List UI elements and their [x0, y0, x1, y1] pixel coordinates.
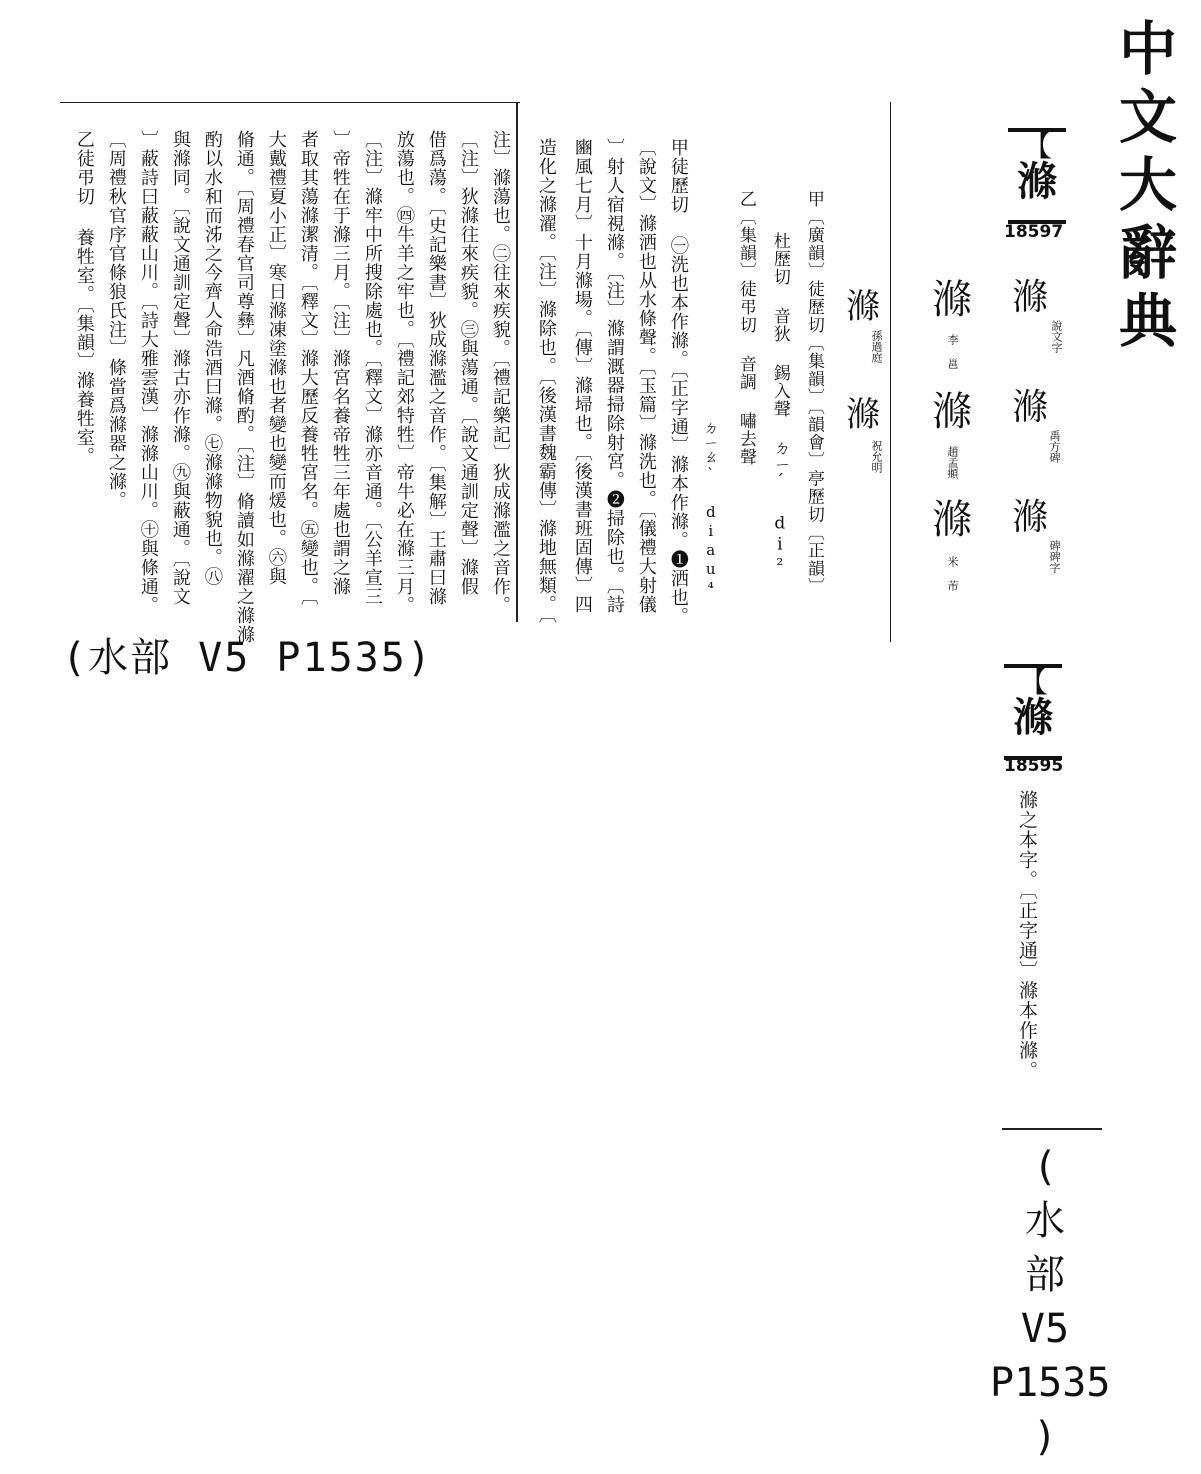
form-caption: 祝允明 [870, 440, 883, 473]
definition-column: 借爲蕩。〔史記樂書〕狄成滌濫之音作。〔集解〕王肅曰滌 [425, 130, 447, 606]
definition-column: 豳風七月〕十月滌場。〔傳〕滌埽也。〔後漢書班固傳〕四 [571, 138, 593, 614]
handwritten-note: (水部 V5 P1535) [62, 635, 433, 681]
form-glyph: 滌 [932, 277, 972, 323]
form-caption: 孫過庭 [870, 330, 883, 363]
reading-line: 甲〔廣韻〕徒歷切〔集韻〕〔韻會〕亭歷切〔正韻〕 [803, 190, 824, 596]
definition-column: 〕帝牲在于滌三月。〔注〕滌宮名養帝牲三年處也謂之滌 [329, 130, 351, 596]
definition-column: 造化之滌濯。〔注〕滌除也。〔後漢書魏霸傳〕滌地無類。〔 [535, 138, 557, 624]
definition-column: 者取其蕩滌潔清。〔釋文〕滌大歷反養牲宮名。㊄變也。〔 [297, 130, 319, 606]
definition-column: 甲徒歷切 ㊀洗也本作滌。〔正字通〕滌本作滌。❶洒也。 [667, 138, 689, 626]
entry-headword: 滌 [1017, 158, 1057, 205]
definition-column: 〕射人宿視滌。〔注〕滌謂溉器掃除射宮。❷掃除也。〔詩 [603, 138, 625, 614]
form-caption: 米 芾 [946, 556, 959, 591]
form-caption: 趙孟頫 [946, 446, 959, 479]
definition-column: 放蕩也。㊃牛羊之牢也。〔禮記郊特牲〕帝牛必在滌三月。 [393, 130, 415, 615]
definition-column: 脩通。〔周禮春官司尊彝〕凡酒脩酌。〔注〕脩讀如滌濯之滌滌 [233, 130, 255, 644]
entry-number: 18597 [1004, 222, 1064, 242]
form-glyph: 滌 [1012, 277, 1049, 318]
note-rule [1002, 1128, 1102, 1130]
slip-edge [60, 102, 520, 103]
note-line: P1535 [990, 1360, 1111, 1406]
definition-column: 〕蔽詩曰蔽蔽山川。〔詩大雅雲漢〕滌滌山川。㊉與條通。 [137, 130, 159, 615]
book-title: 中文大辭典 [1109, 18, 1177, 358]
form-glyph: 滌 [846, 395, 880, 435]
form-caption: 禹方碑 [1048, 430, 1061, 463]
form-caption: 碑碑字 [1048, 540, 1061, 573]
form-glyph: 滌 [932, 497, 972, 543]
note-line: ) [1032, 1414, 1058, 1460]
slip-edge [890, 102, 891, 642]
definition-column: 與滌同。〔說文通訓定聲〕滌古亦作滌。㊈與蔽通。〔說文 [169, 130, 191, 606]
handwritten-note-right [990, 1140, 1111, 1464]
definition-column: 〔周禮秋官序官條狼氏注〕條當爲滌器之滌。 [105, 130, 127, 510]
entry2-number: 18595 [1004, 756, 1064, 776]
entry-headword-box [1008, 128, 1066, 224]
definition-column: 〔注〕滌牢中所搜除處也。〔釋文〕滌亦音通。〔公羊宣三 [361, 130, 383, 606]
form-glyph: 滌 [846, 287, 880, 327]
form-caption: 李 邕 [946, 334, 959, 369]
definition-column: 大戴禮夏小正〕寒日滌凍塗滌也者變也變而煖也。㊅與 [265, 130, 287, 586]
entry2-headword: 滌 [1013, 694, 1053, 741]
form-caption: 說文字 [1050, 320, 1063, 353]
definition-column: 〔注〕狄滌往來疾貌。㊂與蕩通。〔說文通訓定聲〕滌假 [457, 130, 479, 596]
definition-column: 乙徒弔切 養牲室。〔集韻〕滌養牲室。 [73, 130, 95, 466]
note-line: ( [1032, 1144, 1058, 1190]
reading-line: 乙〔集韻〕徒弔切 音調 嘯去聲 [735, 190, 756, 466]
bracket-top: 【 [1018, 665, 1048, 700]
bracket-top: 【 [1022, 129, 1052, 164]
definition-column: 〔說文〕滌洒也从水條聲。〔玉篇〕滌洗也。〔儀禮大射儀 [635, 138, 657, 614]
definition-column: 酌以水和而泲之今齊人命浩酒曰滌。㊆滌滌物貌也。㊇ [201, 130, 223, 586]
reading-line: 杜歷切 音狄 錫入聲 ㄉㄧˊ di² [769, 232, 790, 577]
reading-line: ㄉㄧㄠˋ diau⁴ [701, 420, 720, 598]
column-divider [516, 102, 518, 622]
form-glyph: 滌 [932, 389, 972, 435]
note-line: 部 [1025, 1252, 1065, 1298]
note-line: V5 [1020, 1306, 1070, 1352]
note-line: 水 [1025, 1198, 1065, 1244]
entry2-headword-box [1004, 664, 1062, 760]
definition-column: 注〕滌蕩也。㊁往來疾貌。〔禮記樂記〕狄成滌濫之音作。 [489, 130, 511, 615]
entry2-definition: 滌之本字。〔正字通〕滌本作滌。 [1015, 790, 1038, 1081]
form-glyph: 滌 [1012, 497, 1049, 538]
form-glyph: 滌 [1012, 387, 1049, 428]
